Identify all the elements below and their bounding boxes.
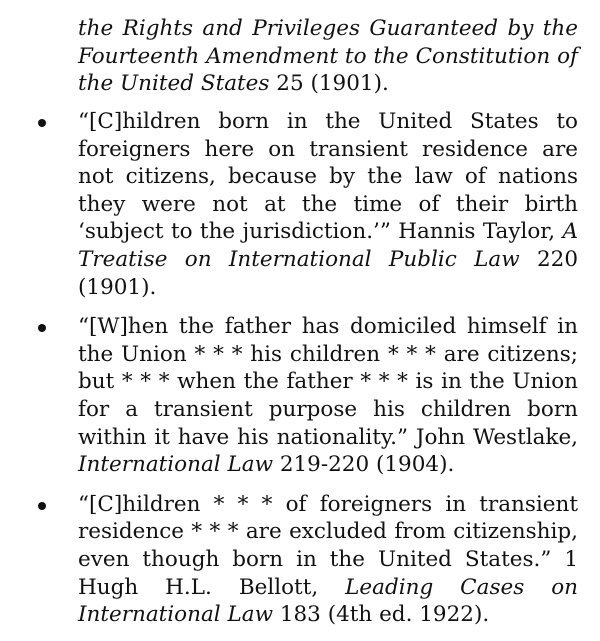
author-name: Hannis Taylor, [390, 219, 563, 245]
bullet-item-westlake [78, 313, 578, 479]
quote-text: “[C]hildren born in the United States to foreigners here on transient residence are not citizens, because by the law of nations they were not at the time of their birth ‘subject to the jurisdiction.’” [78, 109, 578, 245]
citation-pages: 220 (1901). [78, 246, 579, 300]
bullet-item-bellott [78, 491, 578, 629]
work-title: International Law [78, 452, 273, 478]
work-title: A Treatise on International Public Law [78, 219, 578, 272]
quote-text: “[W]hen the father has domiciled himself in the Union * * * his children * * * are citizens; but * * * when the father * * * is in the Union for a transient purpose his children born within it have his nationality.” [78, 314, 578, 450]
citation-pages: 183 (4th ed. 1922). [272, 602, 490, 628]
author-name: John Westlake, [408, 424, 578, 450]
lead-citation-continuation [78, 15, 578, 98]
quote-text: “[C]hildren * * * of foreigners in transient residence * * * are excluded from citizenship, even though born in the United States.” [78, 491, 578, 572]
author-name: 1 Hugh H.L. Bellott, [78, 546, 578, 600]
lead-citation-tail: 25 (1901). [269, 71, 389, 97]
bullet-dot-icon [38, 502, 46, 510]
lead-italic-title: the Rights and Privileges Guaranteed by the Fourteenth Amendment to the Constitution of the United States [78, 16, 578, 97]
bullet-dot-icon [38, 324, 46, 332]
work-title: Leading Cases on International Law [78, 574, 578, 628]
bullet-dot-icon [38, 119, 46, 127]
bullet-item-taylor [78, 108, 578, 301]
citation-pages: 219-220 (1904). [272, 452, 455, 478]
citation-bullet-list [0, 108, 600, 641]
